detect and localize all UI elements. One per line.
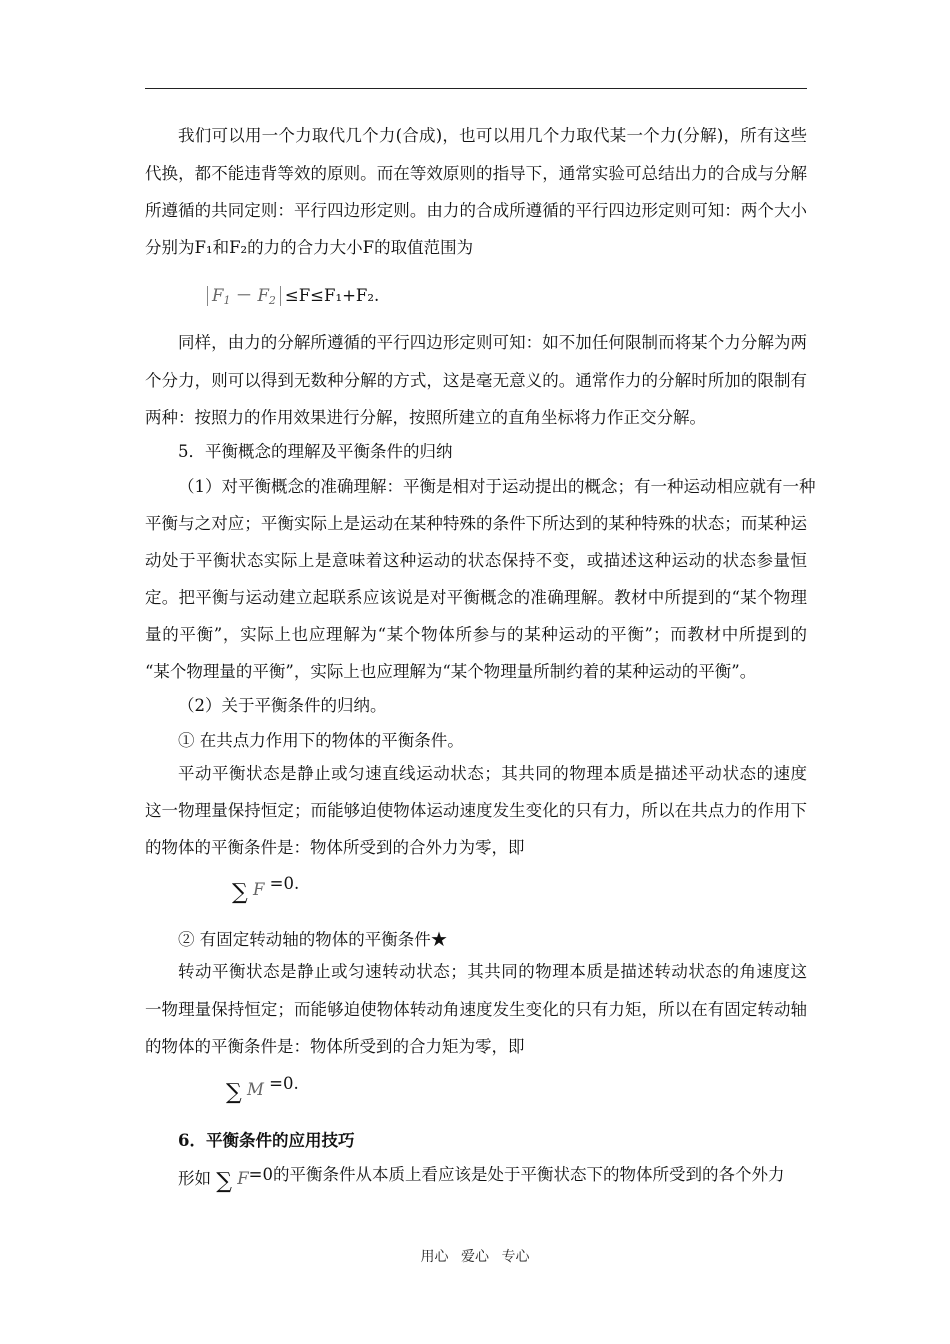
section-heading: 5．平衡概念的理解及平衡条件的归纳 (178, 442, 453, 461)
paragraph-line: 分别为F₁和F₂的力的合力大小F的取值范围为 (145, 238, 474, 257)
paragraph-line: （1）对平衡概念的准确理解：平衡是相对于运动提出的概念；有一种运动相应就有一种 (178, 477, 816, 496)
abs-bar-left (207, 286, 208, 306)
paragraph-line: 所遵循的共同定则：平行四边形定则。由力的合成所遵循的平行四边形定则可知：两个大小 (145, 201, 807, 220)
list-item: ① 在共点力作用下的物体的平衡条件。 (178, 731, 464, 750)
paragraph-line: 的物体的平衡条件是：物体所受到的合力矩为零，即 (145, 1037, 525, 1056)
paragraph-line: 形如 ∑ F=0的平衡条件从本质上看应该是处于平衡状态下的物体所受到的各个外力 (178, 1165, 785, 1194)
paragraph-line: 这一物理量保持恒定；而能够迫使物体运动速度发生变化的只有力，所以在共点力的作用下 (145, 801, 807, 820)
abs-bar-right (280, 286, 281, 306)
page-footer: 用心 爱心 专心 (420, 1249, 530, 1265)
paragraph-line: 平衡与之对应；平衡实际上是运动在某种特殊的条件下所达到的某种特殊的状态；而某种运 (145, 514, 807, 533)
paragraph-line: 量的平衡”，实际上也应理解为“某个物体所参与的某种运动的平衡”；而教材中所提到的 (145, 625, 807, 644)
paragraph-line: 转动平衡状态是静止或匀速转动状态；其共同的物理本质是描述转动状态的角速度这 (178, 962, 807, 981)
paragraph-line: 一物理量保持恒定；而能够迫使物体转动角速度发生变化的只有力矩，所以在有固定转动轴 (145, 1000, 807, 1019)
paragraph-line: 我们可以用一个力取代几个力(合成)，也可以用几个力取代某一个力(分解)，所有这些 (178, 126, 807, 145)
paragraph-line: 动处于平衡状态实际上是意味着这种运动的状态保持不变，或描述这种运动的状态参量恒 (145, 551, 807, 570)
formula-sum-force: ∑ F =0. (232, 874, 300, 905)
paragraph-line: 平动平衡状态是静止或匀速直线运动状态；其共同的物理本质是描述平动状态的速度 (178, 764, 807, 783)
paragraph-line: 两种：按照力的作用效果进行分解，按照所建立的直角坐标将力作正交分解。 (145, 408, 706, 427)
paragraph-line: 的物体的平衡条件是：物体所受到的合外力为零，即 (145, 838, 525, 857)
formula-sum-moment: ∑ M =0. (226, 1074, 299, 1105)
header-rule (145, 88, 807, 89)
paragraph-line: 同样，由力的分解所遵循的平行四边形定则可知：如不加任何限制而将某个力分解为两 (178, 333, 807, 352)
list-item: ② 有固定转动轴的物体的平衡条件★ (178, 930, 448, 949)
subheading: （2）关于平衡条件的归纳。 (178, 696, 387, 715)
section-heading: 6．平衡条件的应用技巧 (178, 1131, 355, 1150)
paragraph-line: 定。把平衡与运动建立起联系应该说是对平衡概念的准确理解。教材中所提到的“某个物理 (145, 588, 807, 607)
paragraph-line: 个分力，则可以得到无数种分解的方式，这是毫无意义的。通常作力的分解时所加的限制有 (145, 371, 807, 390)
formula-force-range: $F_1 - F_2 \le F\le F_1+F_2$. (203, 284, 379, 313)
paragraph-line: 代换，都不能违背等效的原则。而在等效原则的指导下，通常实验可总结出力的合成与分解 (145, 164, 807, 183)
paragraph-line: “某个物理量的平衡”，实际上也应理解为“某个物理量所制约着的某种运动的平衡”。 (145, 662, 757, 681)
